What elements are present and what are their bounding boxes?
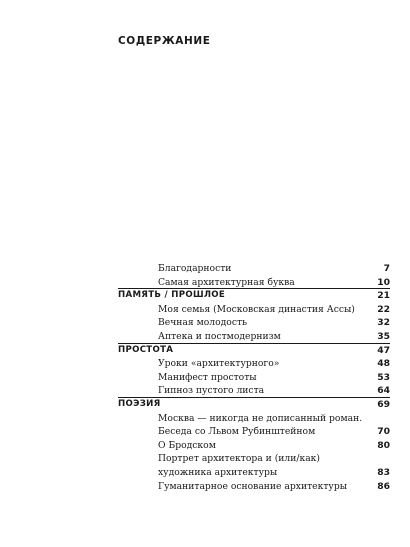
toc-page-number: 64: [377, 385, 390, 397]
toc-page-number: 53: [377, 371, 390, 383]
toc-entry-label: Гуманитарное основание архитектуры: [158, 480, 348, 492]
toc-row: [118, 439, 390, 453]
toc-row: [118, 452, 390, 466]
toc-page-number: 7: [383, 263, 390, 274]
toc-page-number: 70: [377, 426, 390, 438]
toc-entry-label: Гипноз пустого листа: [158, 385, 265, 397]
toc-page-number: 69: [377, 398, 390, 410]
toc-page-number: 22: [377, 303, 390, 315]
toc-row: [118, 276, 390, 290]
toc-entry-label: Уроки «архитектурного»: [158, 358, 280, 370]
toc-page-number: 83: [377, 466, 390, 478]
toc-list: [118, 262, 390, 493]
toc-entry-label: Беседа со Львом Рубинштейном: [158, 426, 316, 438]
toc-entry-label: Вечная молодость: [158, 317, 248, 329]
toc-row: [118, 466, 390, 480]
toc-page-number: 86: [377, 480, 390, 492]
toc-section-label: ПОЭЗИЯ: [118, 398, 161, 409]
toc-entry-label: художника архитектуры: [158, 466, 278, 478]
toc-page-number: 35: [377, 330, 390, 342]
toc-entry-label: О Бродском: [158, 439, 216, 451]
toc-entry-label: Аптека и постмодернизм: [158, 330, 281, 342]
toc-page-number: 21: [377, 290, 390, 302]
toc-row: [118, 480, 390, 494]
toc-section-row: [118, 289, 390, 303]
toc-section-label: ПРОСТОТА: [118, 344, 174, 355]
toc-page-number: 10: [377, 276, 390, 288]
toc-page-number: 32: [377, 317, 390, 329]
toc-page-number: 80: [377, 439, 390, 451]
toc-row: [118, 330, 390, 344]
toc-page-number: 47: [377, 344, 390, 356]
toc-entry-label: Москва — никогда не дописанный роман.: [158, 412, 363, 424]
toc-row: [118, 412, 390, 426]
toc-section-row: [118, 344, 390, 358]
toc-row: [118, 316, 390, 330]
toc-title: СОДЕРЖАНИЕ: [118, 35, 211, 47]
toc-entry-label: Моя семья (Московская династия Ассы): [158, 303, 355, 315]
toc-row: [118, 357, 390, 371]
toc-row: [118, 384, 390, 398]
toc-entry-label: Манифест простоты: [158, 371, 257, 383]
toc-row: [118, 262, 390, 276]
toc-section-label: ПАМЯТЬ / ПРОШЛОЕ: [118, 290, 226, 301]
toc-page-number: 48: [377, 358, 390, 370]
toc-row: [118, 371, 390, 385]
toc-row: [118, 425, 390, 439]
toc-entry-label: Самая архитектурная буква: [158, 276, 295, 288]
toc-row: [118, 303, 390, 317]
toc-entry-label: Благодарности: [158, 263, 232, 274]
toc-section-row: [118, 398, 390, 412]
toc-entry-label: Портрет архитектора и (или/как): [158, 453, 321, 465]
